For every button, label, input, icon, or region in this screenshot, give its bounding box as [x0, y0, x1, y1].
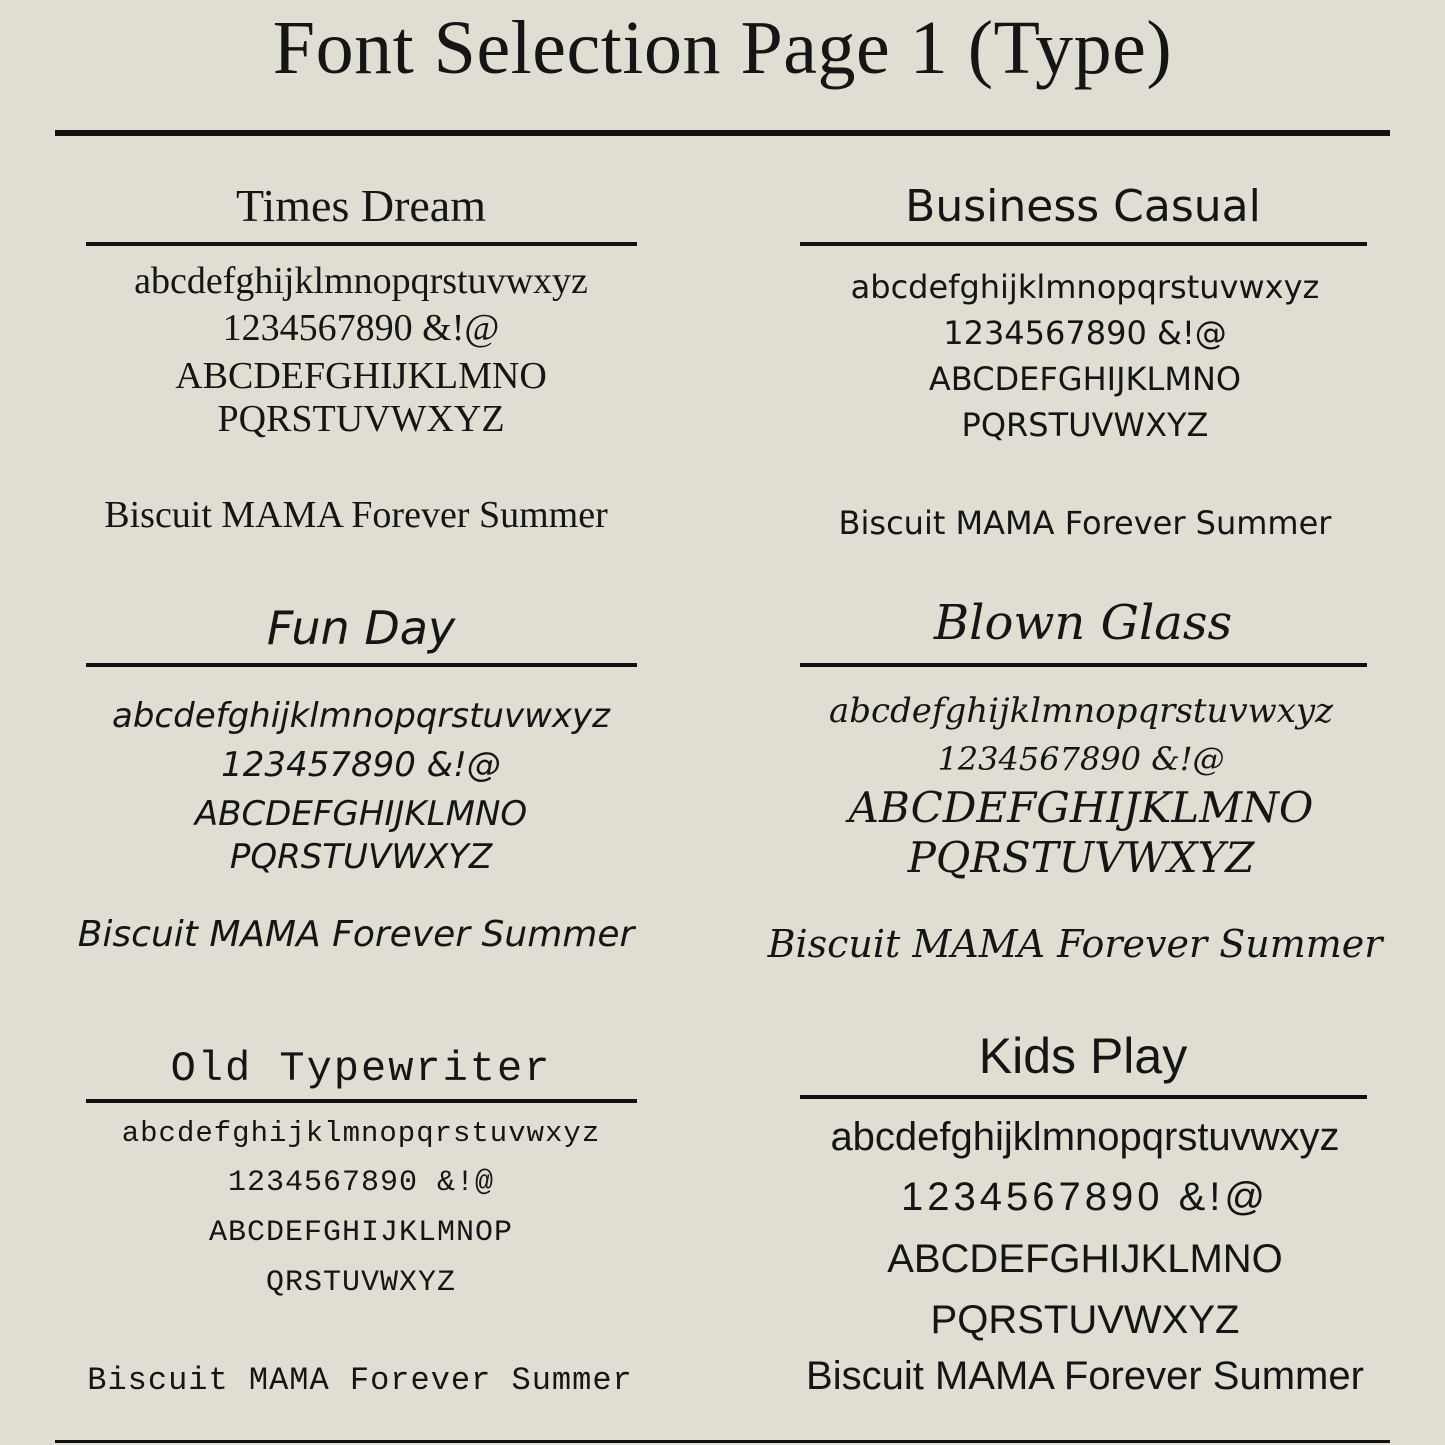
font-name: Business Casual — [905, 181, 1261, 232]
phrase-sample: Biscuit MAMA Forever Summer — [806, 1354, 1364, 1398]
phrase-sample: Biscuit MAMA Forever Summer — [104, 494, 608, 536]
page-title: Font Selection Page 1 (Type) — [272, 6, 1173, 90]
phrase-sample: Biscuit MAMA Forever Summer — [838, 504, 1332, 542]
uppercase-sample-2: PQRSTUVWXYZ — [229, 837, 493, 877]
uppercase-sample-1: ABCDEFGHIJKLMNO — [194, 794, 528, 834]
font-name: Fun Day — [266, 601, 456, 655]
numbers-sample: 123457890 &!@ — [221, 745, 501, 785]
uppercase-sample-2: PQRSTUVWXYZ — [961, 406, 1209, 444]
lowercase-sample: abcdefghijklmnopqrstuvwxyz — [112, 696, 610, 736]
font-name: Kids Play — [978, 1028, 1188, 1084]
uppercase-sample-2: PQRSTUVWXYZ — [217, 398, 505, 440]
font-name: Times Dream — [235, 180, 486, 231]
lowercase-sample: abcdefghijklmnopqrstuvwxyz — [121, 1117, 601, 1150]
uppercase-sample-1: ABCDEFGHIJKLMNO — [887, 1237, 1283, 1281]
uppercase-sample-1: ABCDEFGHIJKLMNO — [848, 783, 1314, 832]
numbers-sample: 1234567890 &!@ — [943, 314, 1227, 352]
font-name-divider — [800, 1095, 1367, 1099]
title-divider — [55, 130, 1390, 136]
font-name-divider — [86, 663, 637, 667]
uppercase-sample-1: ABCDEFGHIJKLMNO — [928, 360, 1242, 398]
bottom-divider — [55, 1440, 1390, 1443]
phrase-sample: Biscuit MAMA Forever Summer — [87, 1362, 633, 1399]
numbers-sample: 1234567890 &!@ — [901, 1175, 1269, 1219]
uppercase-sample-2: PQRSTUVWXYZ — [930, 1298, 1240, 1342]
font-name-divider — [800, 663, 1367, 667]
numbers-sample: 1234567890 &!@ — [222, 307, 500, 349]
font-name-divider — [86, 242, 637, 246]
phrase-sample: Biscuit MAMA Forever Summer — [767, 922, 1383, 966]
numbers-sample: 1234567890 &!@ — [227, 1166, 495, 1200]
uppercase-sample-2: PQRSTUVWXYZ — [907, 833, 1255, 882]
lowercase-sample: abcdefghijklmnopqrstuvwxyz — [828, 691, 1334, 731]
lowercase-sample: abcdefghijklmnopqrstuvwxyz — [830, 1115, 1340, 1159]
uppercase-sample-2: QRSTUVWXYZ — [265, 1266, 457, 1300]
uppercase-sample-1: ABCDEFGHIJKLMNOP — [208, 1216, 514, 1250]
lowercase-sample: abcdefghijklmnopqrstuvwxyz — [850, 268, 1320, 306]
phrase-sample: Biscuit MAMA Forever Summer — [77, 914, 635, 955]
lowercase-sample: abcdefghijklmnopqrstuvwxyz — [134, 260, 588, 302]
font-name: Old Typewriter — [170, 1045, 552, 1093]
font-name-divider — [86, 1099, 637, 1103]
font-name-divider — [800, 242, 1367, 246]
numbers-sample: 1234567890 &!@ — [937, 740, 1225, 778]
font-name: Blown Glass — [933, 595, 1233, 651]
uppercase-sample-1: ABCDEFGHIJKLMNO — [175, 355, 547, 397]
